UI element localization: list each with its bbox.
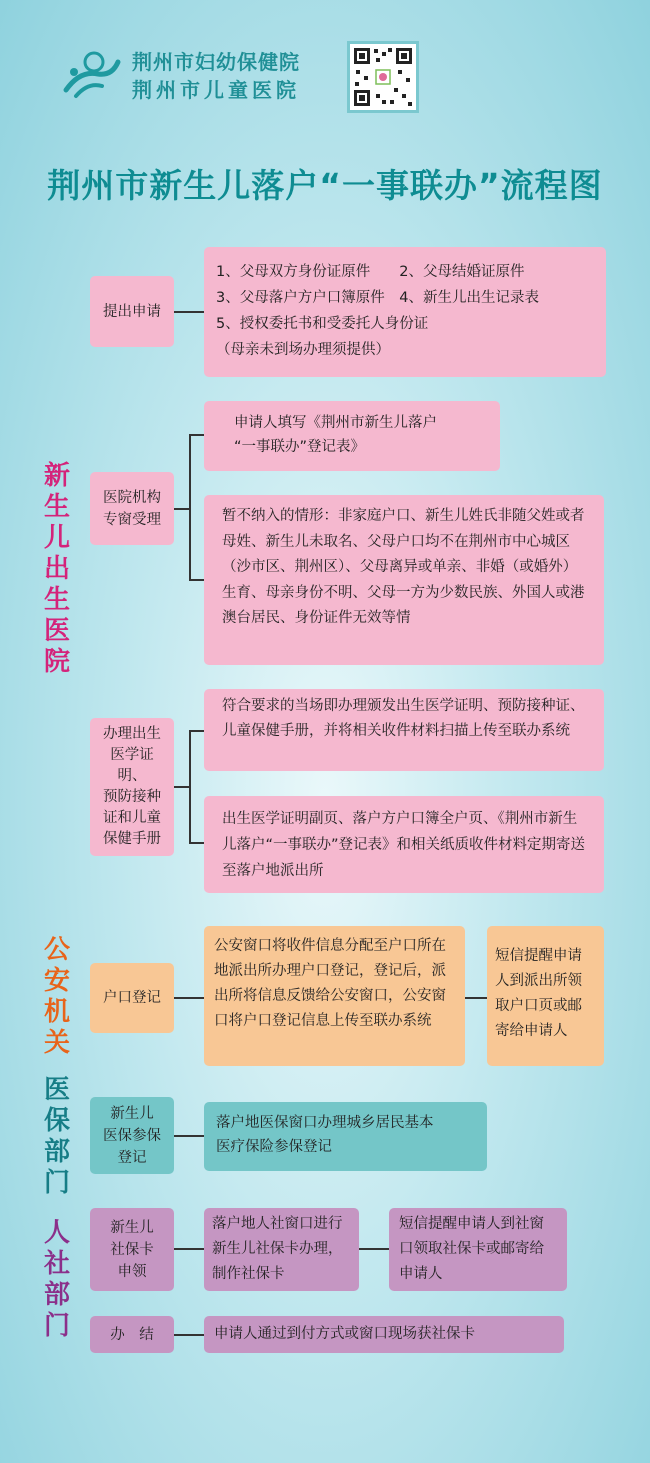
step-certificates-content-1: 符合要求的当场即办理颁发出生医学证明、预防接种证、儿童保健手册，并将相关收件材料扫描上传至联办系统: [204, 689, 604, 771]
connector-household-sms: [465, 997, 487, 999]
connector-certificates-top: [189, 730, 204, 732]
connector-hospital-window: [174, 508, 190, 510]
step-hospital-window-label: 医院机构 专窗受理: [90, 472, 174, 545]
page-title: 荆州市新生儿落户“一事联办”流程图: [47, 166, 603, 205]
connector-certificates: [174, 786, 190, 788]
step-apply-content: 1、父母双方身份证原件 2、父母结婚证原件 3、父母落户方户口簿原件 4、新生儿出生记录表 5、授权委托书和受委托人身份证 （母亲未到场办理须提供）: [204, 247, 606, 377]
connector-social-card-sms: [359, 1248, 389, 1250]
connector-household: [174, 997, 204, 999]
step-social-card-sms: 短信提醒申请人到社窗口领取社保卡或邮寄给申请人: [389, 1208, 567, 1291]
hospital-name-1: 荆州市妇幼保健院: [132, 50, 300, 74]
step-certificates-content-2: 出生医学证明副页、落户方户口簿全户页、《荆州市新生儿落户“一事联办”登记表》和相关纸质收件材料定期寄送至落户地派出所: [204, 796, 604, 893]
step-finish-label: 办 结: [90, 1316, 174, 1353]
hospital-logo-icon: [62, 48, 122, 100]
section-hospital: 新生儿出生医院: [43, 461, 70, 677]
step-insurance-content: 落户地医保窗口办理城乡居民基本 医疗保险参保登记: [204, 1102, 487, 1171]
step-hospital-window-content-1: 申请人填写《荆州市新生儿落户 “一事联办”登记表》: [204, 401, 500, 471]
connector-hospital-window-vertical: [189, 434, 191, 580]
section-social-security: 人社部门: [43, 1218, 70, 1341]
step-insurance-label: 新生儿 医保参保 登记: [90, 1097, 174, 1174]
connector-certificates-vertical: [189, 730, 191, 843]
step-certificates-label: 办理出生 医学证明、 预防接种 证和儿童 保健手册: [90, 718, 174, 856]
connector-finish: [174, 1334, 204, 1336]
step-apply-label: 提出申请: [90, 276, 174, 347]
step-household-label: 户口登记: [90, 963, 174, 1033]
connector-certificates-bottom: [189, 842, 204, 844]
connector-hospital-window-top: [189, 434, 204, 436]
qr-code-icon: [347, 41, 419, 113]
step-hospital-window-content-2: 暂不纳入的情形：非家庭户口、新生儿姓氏非随父姓或者母姓、新生儿未取名、父母户口均不在荆州市中心城区（沙市区、荆州区）、父母离异或单亲、非婚（或婚外）生育、母亲身份不明、父母一方为少数民族、外国人或港澳台居民、身份证件无效等情: [204, 495, 604, 665]
section-medical-insurance: 医保部门: [43, 1075, 70, 1198]
connector-apply: [174, 311, 204, 313]
connector-insurance: [174, 1135, 204, 1137]
step-finish-content: 申请人通过到付方式或窗口现场获社保卡: [204, 1316, 564, 1353]
hospital-name-2: 荆州市儿童医院: [132, 78, 300, 102]
step-social-card-content: 落户地人社窗口进行新生儿社保卡办理，制作社保卡: [204, 1208, 359, 1291]
step-household-sms: 短信提醒申请人到派出所领取户口页或邮寄给申请人: [487, 926, 604, 1066]
section-police: 公安机关: [43, 935, 70, 1058]
connector-hospital-window-bottom: [189, 579, 204, 581]
step-household-content: 公安窗口将收件信息分配至户口所在地派出所办理户口登记，登记后，派出所将信息反馈给公安窗口，公安窗口将户口登记信息上传至联办系统: [204, 926, 465, 1066]
step-social-card-label: 新生儿 社保卡 申领: [90, 1208, 174, 1291]
connector-social-card: [174, 1248, 204, 1250]
